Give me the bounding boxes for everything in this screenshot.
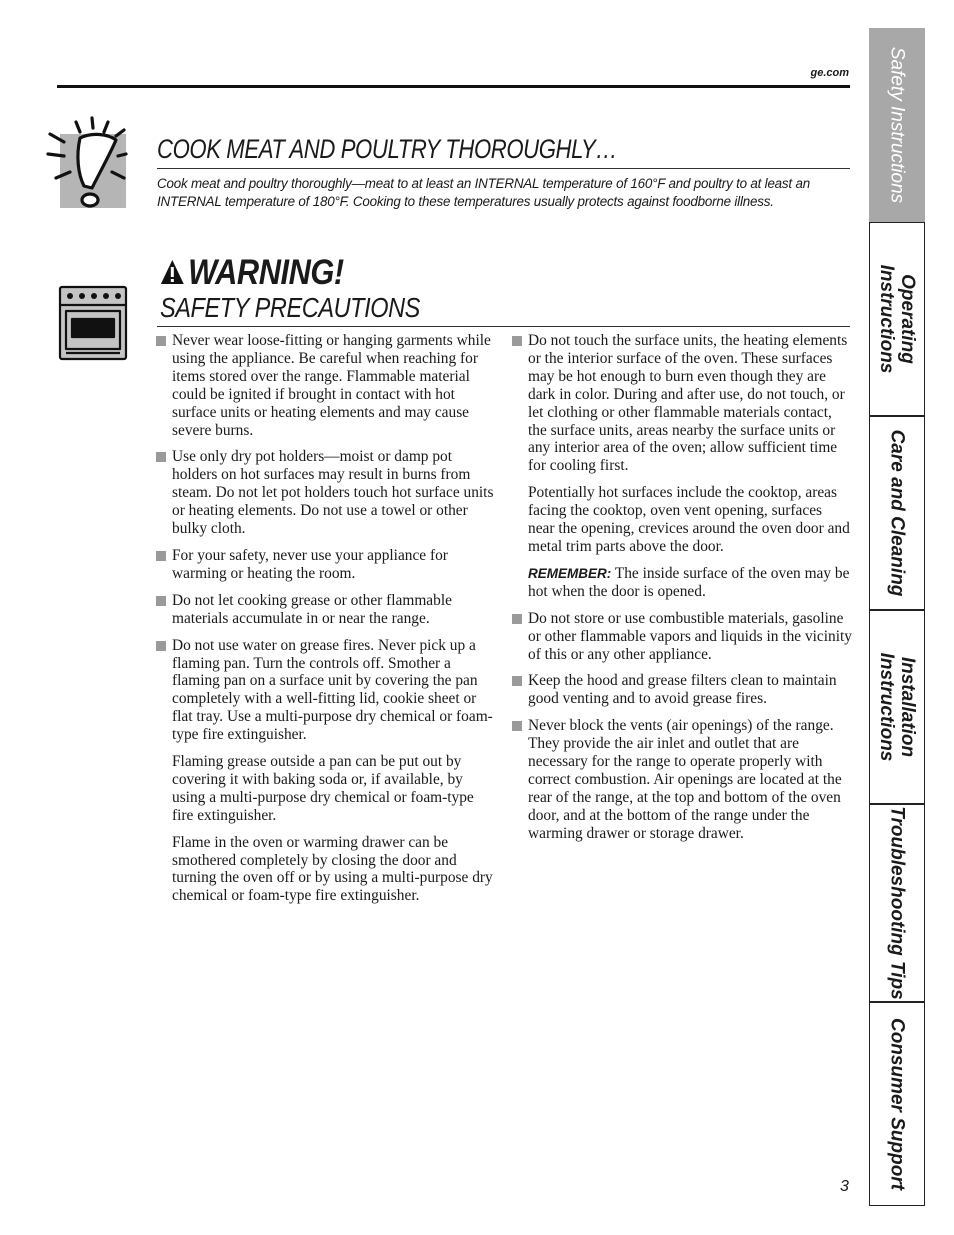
warning-heading — [160, 253, 344, 293]
tab-label-line: Safety Instructions — [886, 46, 908, 204]
tab-label — [887, 1018, 908, 1190]
tab-label-line: Operating — [897, 274, 918, 364]
precaution-bullet — [156, 592, 496, 628]
remember-text: The inside surface of the oven may be hot when the door is opened. — [528, 564, 850, 600]
warning-triangle-icon — [160, 258, 185, 286]
section-title-cook-thoroughly: COOK MEAT AND POULTRY THOROUGHLY… — [157, 134, 618, 164]
tab-label — [876, 653, 918, 762]
bullet-square-icon — [156, 641, 166, 651]
bullet-square-icon — [512, 336, 522, 346]
header-rule — [57, 85, 850, 88]
precaution-text: Use only dry pot holders—moist or damp pot holders on hot surfaces may result in burns from steam. Do not let pot holders touch hot surface units or heating elements. Do not use a towel or other bulky cloth. — [172, 448, 494, 538]
tab-operating-instructions[interactable] — [869, 222, 925, 416]
tab-label-line: Care and Cleaning — [886, 429, 908, 597]
precaution-bullet — [156, 547, 496, 583]
tab-label-line: Instructions — [876, 652, 897, 762]
tab-care-and-cleaning[interactable] — [869, 416, 925, 610]
cook-thoroughly-text: Cook meat and poultry thoroughly—meat to at least an INTERNAL temperature of 160°F and poultry to at least an INTERNAL temperature of 180°F. Cooking to these temperatures usually protects against foodborne illness. — [157, 176, 810, 209]
precaution-bullet — [156, 637, 496, 744]
bullet-square-icon — [512, 676, 522, 686]
tab-label — [887, 430, 908, 597]
warning-label: WARNING! — [188, 253, 344, 292]
tab-label-line: Troubleshooting Tips — [886, 806, 908, 1000]
precaution-bullet — [156, 332, 496, 439]
bullet-square-icon — [512, 614, 522, 624]
site-url[interactable]: ge.com — [810, 67, 849, 79]
tab-troubleshooting-tips[interactable] — [869, 804, 925, 1002]
bullet-square-icon — [156, 336, 166, 346]
precaution-bullet — [512, 332, 852, 475]
precaution-text: For your safety, never use your appliance for warming or heating the room. — [172, 546, 448, 582]
remember-note — [512, 565, 852, 601]
page-number: 3 — [840, 1178, 849, 1195]
precaution-paragraph: Flaming grease outside a pan can be put out by covering it with baking soda or, if available, by using a multi-purpose dry chemical or foam-type fire extinguisher. — [172, 753, 474, 824]
precaution-text: Do not let cooking grease or other flammable materials accumulate in or near the range. — [172, 591, 452, 627]
range-stove-icon — [56, 281, 130, 361]
tab-consumer-support[interactable] — [869, 1002, 925, 1206]
section-divider — [157, 326, 850, 327]
tab-label-line: Installation — [897, 656, 918, 758]
bullet-square-icon — [512, 721, 522, 731]
section-divider — [157, 168, 850, 169]
bullet-square-icon — [156, 596, 166, 606]
precautions-left-column — [156, 332, 496, 914]
tab-safety-instructions[interactable] — [869, 28, 925, 222]
precaution-text: Keep the hood and grease filters clean to maintain good venting and to avoid grease fires. — [528, 672, 837, 708]
tab-label — [887, 47, 908, 203]
precaution-paragraph: Flame in the oven or warming drawer can be smothered completely by closing the door and turning the oven off or by using a multi-purpose dry chemical or foam-type fire extinguisher. — [172, 833, 493, 905]
remember-label: REMEMBER: — [528, 565, 612, 581]
precaution-bullet — [512, 672, 852, 708]
caution-exclamation-icon — [46, 116, 132, 212]
precaution-text: Do not store or use combustible materials, gasoline or other flammable vapors and liquids in the vicinity of this or any other appliance. — [528, 609, 852, 663]
precaution-text: Do not use water on grease fires. Never pick up a flaming pan. Turn the controls off. Smother a flaming pan on a surface unit by covering the pan completely with a well-fitting lid, cookie sheet or flat tray. Use a multi-purpose dry chemical or foam-type fire extinguisher. — [172, 636, 493, 744]
precaution-text: Never wear loose-fitting or hanging garments while using the appliance. Be careful when reaching for items stored over the range. Flammable material could be ignited if brought in contact with hot surface units or heating elements and may cause severe burns. — [172, 332, 491, 439]
precaution-bullet — [156, 448, 496, 538]
precaution-bullet — [512, 610, 852, 664]
tab-label-line: Consumer Support — [886, 1017, 908, 1191]
precaution-text: Never block the vents (air openings) of the range. They provide the air inlet and outlet that are necessary for the range to operate properly with correct combustion. Air openings are located at the rear of the range, at the top and bottom of the oven door, and at the bottom of the range under the warming drawer or storage drawer. — [528, 717, 842, 842]
precaution-paragraph: Potentially hot surfaces include the cooktop, areas facing the cooktop, oven vent opening, surfaces near the opening, crevices around the oven door and metal trim parts above the door. — [528, 484, 850, 555]
tab-installation-instructions[interactable] — [869, 610, 925, 804]
tab-label — [876, 265, 918, 374]
bullet-square-icon — [156, 452, 166, 462]
safety-precautions-subtitle: SAFETY PRECAUTIONS — [160, 292, 420, 323]
tab-label-line: Instructions — [876, 264, 897, 374]
precaution-text: Do not touch the surface units, the heating elements or the interior surface of the oven. These surfaces may be hot enough to burn even though they are dark in color. During and after use, do not touch, or let clothing or other flammable materials contact, the surface units, areas nearby the surface units or any interior area of the oven; allow sufficient time for cooling first. — [528, 332, 848, 475]
tab-label — [887, 806, 908, 1000]
bullet-square-icon — [156, 551, 166, 561]
precautions-right-column — [512, 332, 852, 852]
precaution-bullet — [512, 717, 852, 842]
